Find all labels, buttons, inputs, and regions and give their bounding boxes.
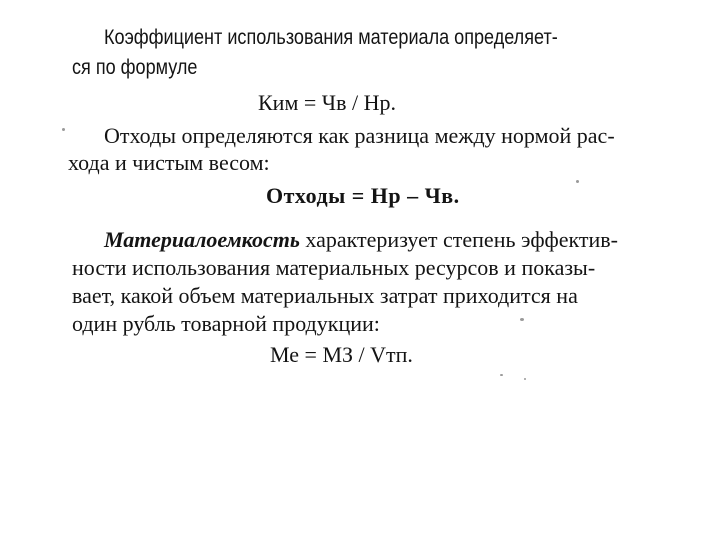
paragraph-1-line-1: Коэффициент использования материала определяет- <box>104 26 558 49</box>
scan-speck <box>524 378 526 380</box>
paragraph-2-line-2: хода и чистым весом: <box>68 150 270 175</box>
formula-waste: Отходы = Нр – Чв. <box>266 183 460 208</box>
paragraph-3-line-4: один рубль товарной продукции: <box>72 311 380 336</box>
paragraph-2-line-1: Отходы определяются как разница между нормой рас- <box>104 123 615 148</box>
scan-speck <box>62 128 65 131</box>
paragraph-3-line-1 <box>104 228 618 252</box>
paragraph-1-line-2: ся по формуле <box>72 56 198 79</box>
scan-speck <box>500 374 503 376</box>
formula-material-intensity: Ме = МЗ / Vтп. <box>270 342 413 367</box>
scan-speck <box>576 180 579 183</box>
paragraph-3-line-2: ности использования материальных ресурсов и показы- <box>72 255 596 280</box>
scan-speck <box>520 318 524 321</box>
paragraph-3-line-3: вает, какой объем материальных затрат приходится на <box>72 283 578 308</box>
formula-material-utilization: Ким = Чв / Нр. <box>258 90 396 115</box>
paragraph-3-line-1-rest: характеризует степень эффектив- <box>299 227 618 252</box>
term-material-intensity: Материалоемкость <box>104 227 300 252</box>
